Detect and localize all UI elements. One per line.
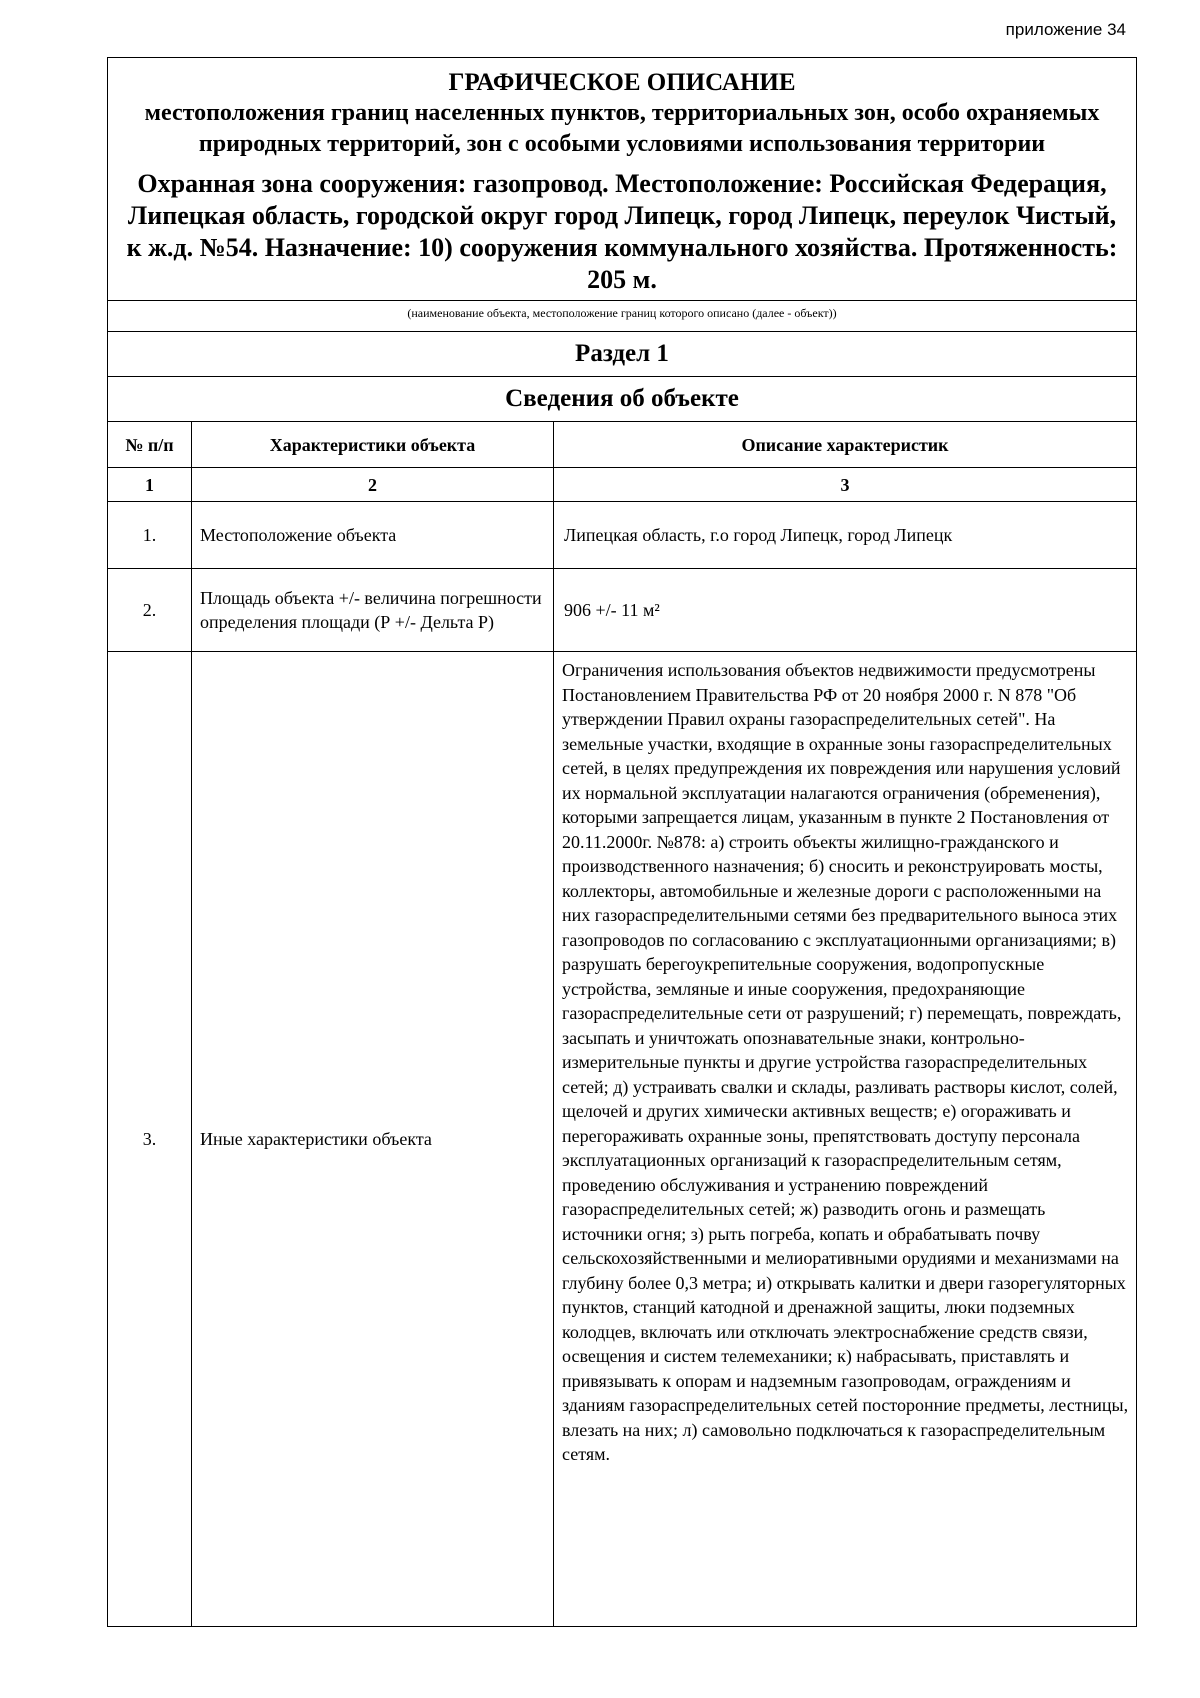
document-title: ГРАФИЧЕСКОЕ ОПИСАНИЕ — [448, 69, 796, 96]
row-characteristic: Площадь объекта +/- величина погрешности определения площади (Р +/- Дельта Р) — [192, 569, 554, 652]
section-title: Раздел 1 — [108, 331, 1136, 376]
column-number-2: 2 — [192, 468, 554, 502]
row-description: Липецкая область, г.о город Липецк, город Липецк — [554, 502, 1137, 569]
table-header-row — [108, 422, 1136, 468]
table-row — [108, 652, 1136, 1627]
object-description: Охранная зона сооружения: газопровод. Местоположение: Российская Федерация, Липецкая область, городской округ город Липецк, город Липецк, переулок Чистый, к ж.д. №54. Назначение: 10) сооружения коммунального хозяйства. Протяженность: 205 м. — [126, 169, 1118, 294]
document-subtitle: местоположения границ населенных пунктов, территориальных зон, особо охраняемых природных территорий, зон с особыми условиями использования территории — [144, 100, 1100, 157]
column-numbers-row — [108, 468, 1136, 502]
row-characteristic: Местоположение объекта — [192, 502, 554, 569]
row-description: Ограничения использования объектов недвижимости предусмотрены Постановлением Правительства РФ от 20 ноября 2000 г. N 878 "Об утверждении Правил охраны газораспределительных сетей". На земельные участки, входящие в охранные зоны газораспределительных сетей, в целях предупреждения их повреждения или нарушения условий их нормальной эксплуатации налагаются ограничения (обременения), которыми запрещается лицам, указанным в пункте 2 Постановления от 20.11.2000г. №878: а) строить объекты жилищно-гражданского и производственного назначения; б) сносить и реконструировать мосты, коллекторы, автомобильные и железные дороги с расположенными на них газораспределительными сетями без предварительного выноса этих газопроводов по согласованию с эксплуатационными организациями; в) разрушать берегоукрепительные сооружения, водопропускные устройства, земляные и иные сооружения, предохраняющие газораспределительные сети от разрушений; г) перемещать, повреждать, засыпать и уничтожать опознавательные знаки, контрольно-измерительные пункты и другие устройства газораспределительных сетей; д) устраивать свалки и склады, разливать растворы кислот, солей, щелочей и других химически активных веществ; е) огораживать и перегораживать охранные зоны, препятствовать доступу персонала эксплуатационных организаций к газораспределительным сетям, проведению обслуживания и устранению повреждений газораспределительных сетей; ж) разводить огонь и размещать источники огня; з) рыть погреба, копать и обрабатывать почву сельскохозяйственными и мелиоративными орудиями и механизмами на глубину более 0,3 метра; и) открывать калитки и двери газорегуляторных пунктов, станций катодной и дренажной защиты, люки подземных колодцев, включать или отключать электроснабжение средств связи, освещения и систем телемеханики; к) набрасывать, приставлять и привязывать к опорам и надземным газопроводам, ограждениям и зданиям газораспределительных сетей посторонние предметы, лестницы, влезать на них; л) самовольно подключаться к газораспределительным сетям. — [554, 652, 1137, 1627]
row-description: 906 +/- 11 м² — [554, 569, 1137, 652]
header-description: Описание характеристик — [554, 422, 1137, 468]
document-frame — [107, 57, 1137, 1627]
header-characteristic: Характеристики объекта — [192, 422, 554, 468]
row-number: 1. — [108, 502, 192, 569]
appendix-label: приложение 34 — [1005, 20, 1126, 39]
table-row — [108, 569, 1136, 652]
header-number: № п/п — [108, 422, 192, 468]
row-number: 2. — [108, 569, 192, 652]
table-row — [108, 502, 1136, 569]
row-number: 3. — [108, 652, 192, 1627]
row-characteristic: Иные характеристики объекта — [192, 652, 554, 1627]
document-header — [108, 58, 1136, 300]
section-subtitle: Сведения об объекте — [108, 376, 1136, 421]
object-info-table — [108, 421, 1136, 1626]
object-caption: (наименование объекта, местоположение границ которого описано (далее - объект)) — [108, 300, 1136, 331]
column-number-1: 1 — [108, 468, 192, 502]
column-number-3: 3 — [554, 468, 1137, 502]
